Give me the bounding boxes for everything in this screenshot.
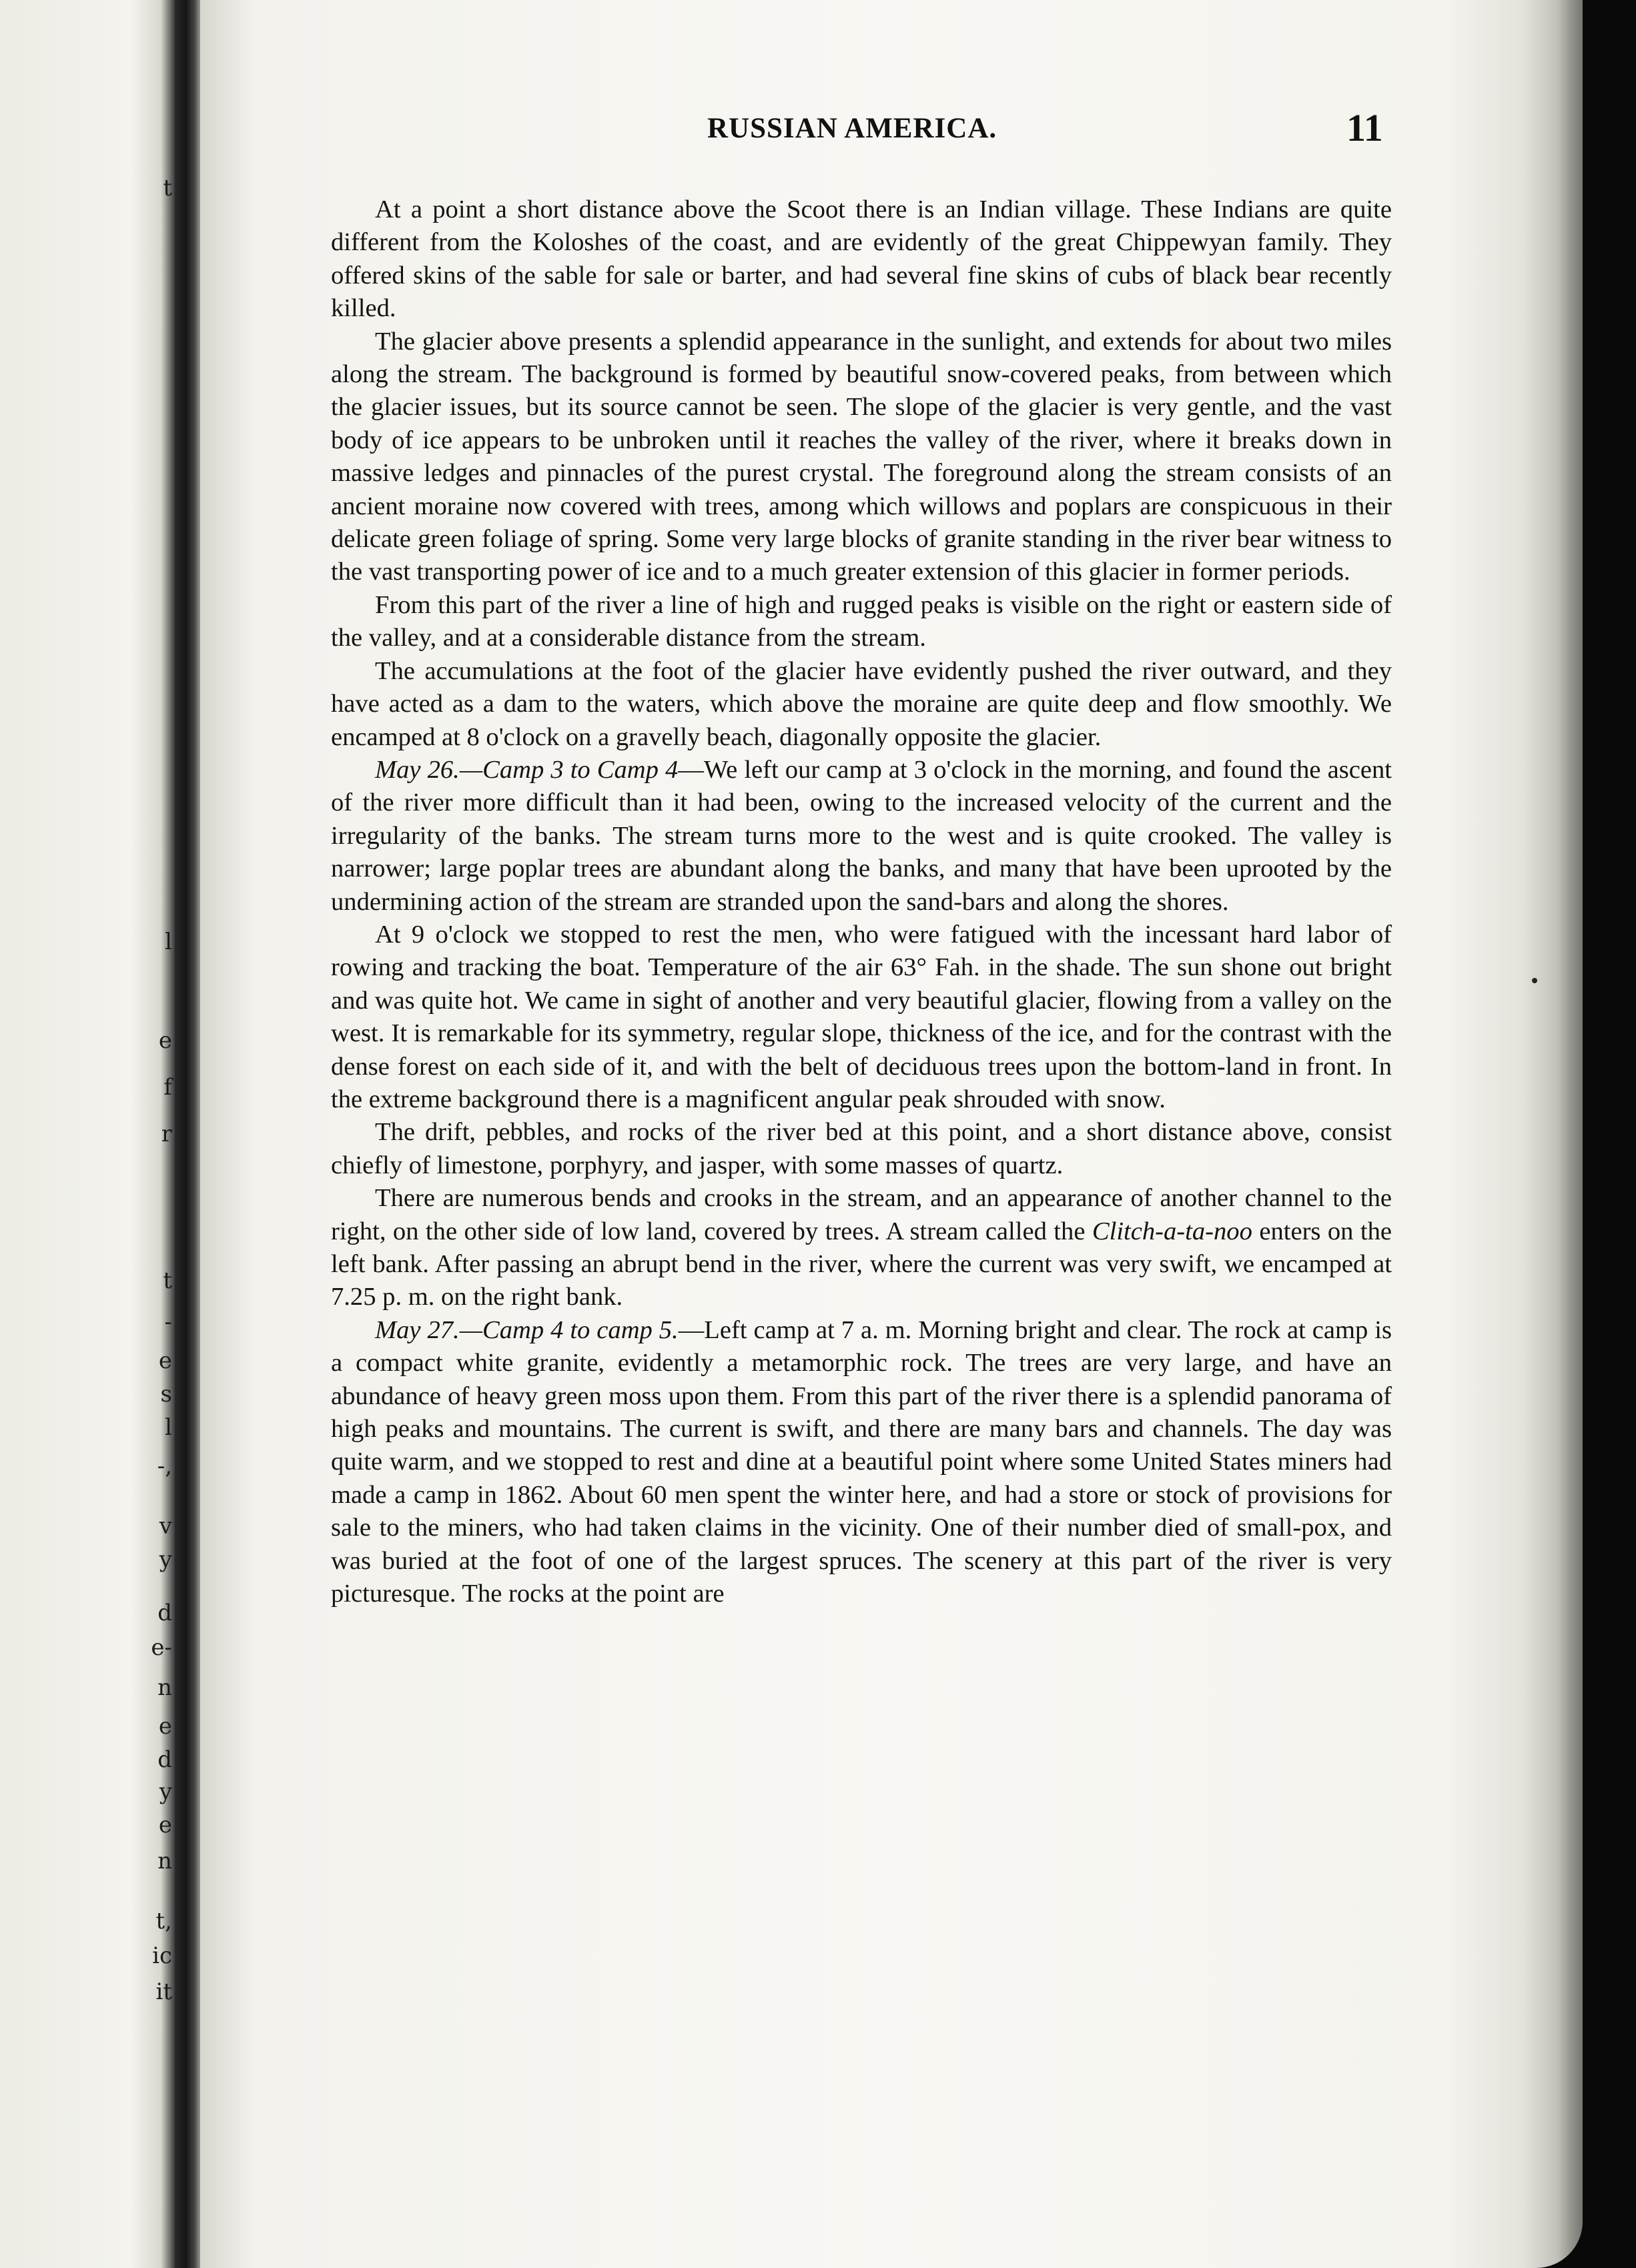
edge-fragment: e xyxy=(158,1347,172,1374)
edge-fragment: e xyxy=(158,1812,172,1838)
paragraph: The glacier above presents a splendid appearance in the sunlight, and extends for about two miles along the stream. The background is formed by beautiful snow-covered peaks, from between which the glacier issues, but its source cannot be seen. The slope of the glacier is very gentle, and the vast body of ice appears to be unbroken until it reaches the valley of the river, where it breaks down in massive ledges and pinnacles of the purest crystal. The foreground along the stream consists of an ancient moraine now covered with trees, among which willows and poplars are conspicuous in their delicate green foliage of spring. Some very large blocks of granite standing in the river bear witness to the vast transporting power of ice and to a much greater extension of this glacier in former periods. xyxy=(331,327,1392,586)
edge-fragment: e xyxy=(158,1027,172,1054)
running-title: RUSSIAN AMERICA. xyxy=(707,113,997,144)
journal-entry-heading: May 26.—Camp 3 to Camp 4 xyxy=(375,755,679,784)
edge-fragment: y xyxy=(159,1778,172,1805)
paragraph xyxy=(331,1314,1392,1611)
edge-fragment: ic xyxy=(152,1942,172,1969)
page-number: 11 xyxy=(1346,106,1383,149)
paragraph-text: —Left camp at 7 a. m. Morning bright and clear. The rock at camp is a compact white granite, evidently a metamorphic rock. The trees are very large, and have an abundance of heavy green moss upon them. From this part of the river there is a splendid panorama of high peaks and mountains. The current is swift, and there are many bars and channels. The day was quite warm, and we stopped to rest and dine at a beautiful point where some United States miners had made a camp in 1862. About 60 men spent the winter here, and had a store or stock of provisions for sale to the miners, who had taken claims in the vicinity. One of their number died of small-pox, and was buried at the foot of one of the largest spruces. The scenery at this part of the river is very picturesque. The rocks at the point are xyxy=(331,1315,1392,1608)
edge-fragment: d xyxy=(157,1600,172,1626)
paragraph-text: There are numerous bends and crooks in the stream, and an appearance of another channel to the right, on the other side of low land, covered by trees. A stream called the xyxy=(331,1184,1392,1245)
paragraph-text: —We left our camp at 3 o'clock in the morning, and found the ascent of the river more difficult than it had been, owing to the increased velocity of the current and the irregularity of the banks. The stream turns more to the west and is quite crooked. The valley is narrower; large poplar trees are abundant along the banks, and many that have been uprooted by the undermining action of the stream are stranded upon the sand-bars and along the shores. xyxy=(331,755,1392,916)
edge-fragment: f xyxy=(163,1074,172,1101)
journal-entry-heading: May 27.—Camp 4 to camp 5. xyxy=(375,1315,679,1344)
page-curl-shadow xyxy=(1523,0,1583,2268)
left-page-edge-text xyxy=(0,0,175,2268)
scan-speck xyxy=(1532,978,1537,983)
paragraph: The accumulations at the foot of the glacier have evidently pushed the river outward, and they have acted as a dam to the waters, which above the moraine are quite deep and flow smoothly. We encamped at 8 o'clock on a gravelly beach, diagonally opposite the glacier. xyxy=(331,656,1392,751)
paragraph xyxy=(331,754,1392,919)
paragraph xyxy=(331,1182,1392,1314)
paragraph: From this part of the river a line of high and rugged peaks is visible on the right or eastern side of the valley, and at a considerable distance from the stream. xyxy=(331,590,1392,652)
edge-fragment: v xyxy=(159,1513,172,1540)
paragraph: At a point a short distance above the Scoot there is an Indian village. These Indians are quite different from the Koloshes of the coast, and are evidently of the great Chippewyan family. They offered skins of the sable for sale or barter, and had several fine skins of cubs of black bear recently killed. xyxy=(331,195,1392,323)
edge-fragment: d xyxy=(157,1746,172,1773)
edge-fragment: n xyxy=(157,1674,172,1701)
left-facing-page xyxy=(0,0,175,2268)
edge-fragment: t, xyxy=(155,1908,172,1934)
edge-fragment: e- xyxy=(151,1634,172,1661)
edge-fragment: l xyxy=(165,929,172,955)
paragraph: The drift, pebbles, and rocks of the river bed at this point, and a short distance above, consist chiefly of limestone, porphyry, and jasper, with some masses of quartz. xyxy=(331,1118,1392,1179)
edge-fragment: n xyxy=(157,1848,172,1874)
edge-fragment: s xyxy=(160,1381,172,1407)
running-head xyxy=(200,106,1583,159)
body-text xyxy=(331,193,1392,1610)
edge-fragment: e xyxy=(158,1713,172,1740)
edge-fragment: y xyxy=(159,1546,172,1573)
edge-fragment: l xyxy=(165,1414,172,1441)
paragraph-text: enters on the left bank. After passing an abrupt bend in the river, where the current was very swift, we encamped at 7.25 p. m. on the right bank. xyxy=(331,1217,1392,1311)
book-page xyxy=(200,0,1583,2268)
edge-fragment: - xyxy=(164,1309,172,1335)
stream-name: Clitch-a-ta-noo xyxy=(1092,1217,1252,1245)
edge-fragment: r xyxy=(161,1121,172,1147)
book-gutter xyxy=(175,0,203,2268)
edge-fragment: -, xyxy=(157,1453,172,1480)
edge-fragment: t xyxy=(163,1267,172,1294)
edge-fragment: t xyxy=(163,175,172,201)
edge-fragment: it xyxy=(155,1978,172,2005)
paragraph: At 9 o'clock we stopped to rest the men, who were fatigued with the incessant hard labor of rowing and tracking the boat. Temperature of the air 63° Fah. in the shade. The sun shone out bright and was quite hot. We came in sight of another and very beautiful glacier, flowing from a valley on the west. It is remarkable for its symmetry, regular slope, thickness of the ice, and for the contrast with the dense forest on each side of it, and with the belt of deciduous trees upon the bottom-land in front. In the extreme background there is a magnificent angular peak shrouded with snow. xyxy=(331,920,1392,1113)
